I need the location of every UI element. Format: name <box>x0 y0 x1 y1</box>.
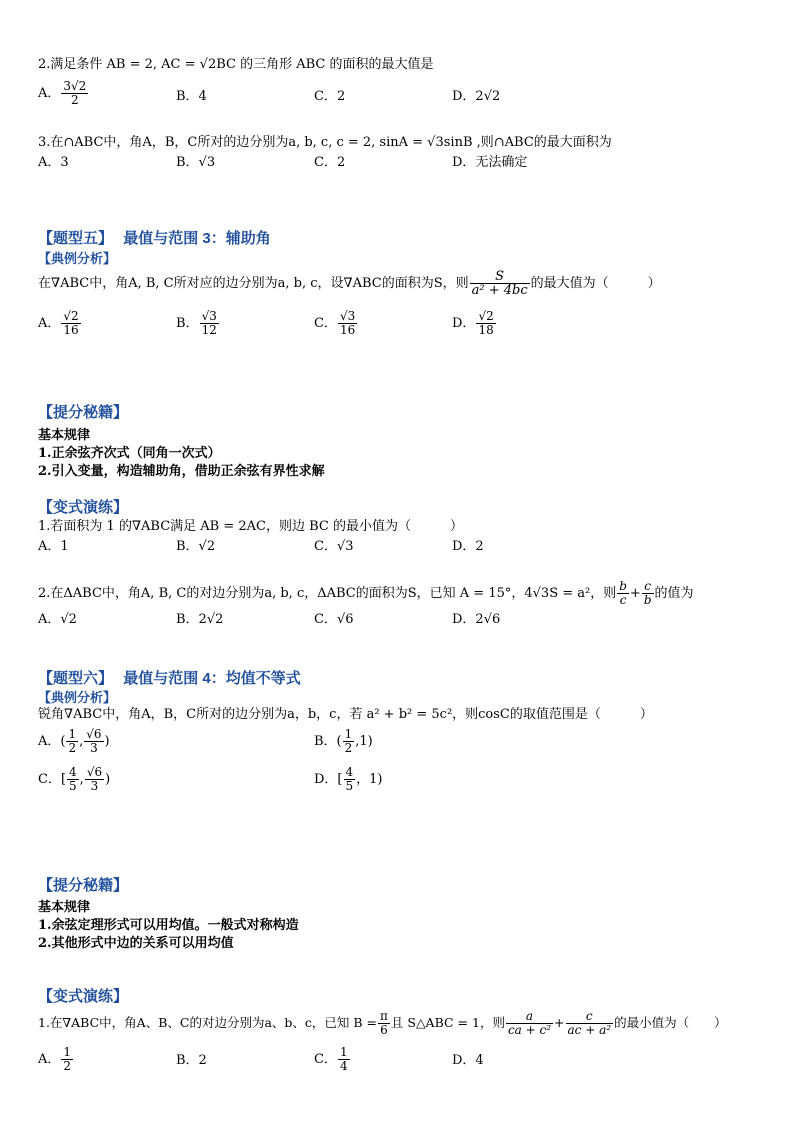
denominator: 5 <box>345 779 354 793</box>
type5-option-a <box>38 310 82 337</box>
numerator: 3√2 <box>63 79 87 93</box>
tips1-rule-title: 基本规律 <box>38 428 91 443</box>
denominator: 2 <box>61 93 88 107</box>
q2-option-b: B．4 <box>176 89 207 104</box>
fraction <box>85 766 104 793</box>
numerator: π <box>380 1009 388 1023</box>
option-close: ,1) <box>355 734 373 749</box>
practice1-tag: 【变式演练】 <box>38 499 129 516</box>
option-label: D．[ <box>314 772 343 787</box>
option-label: B．( <box>314 734 342 749</box>
q3-text: 3.在∩ABC中，角A，B，C所对的边分别为a, b, c, c = 2, sinA = √3sinB ,则∩ABC的最大面积为 <box>38 135 612 150</box>
numerator: √3 <box>339 309 356 323</box>
fraction <box>61 1046 73 1073</box>
fraction <box>67 766 79 793</box>
tips1-rule-1: 1.正余弦齐次式（同角一次式） <box>38 446 221 461</box>
type5-option-c <box>314 310 358 337</box>
numerator: √6 <box>86 765 103 779</box>
practice1-q2-option-d: D．2√6 <box>452 612 501 627</box>
fraction <box>476 310 495 337</box>
denominator: 2 <box>68 741 77 755</box>
fraction <box>506 1010 553 1037</box>
option-label: A． <box>38 1052 61 1067</box>
practice2-option-a <box>38 1046 74 1073</box>
practice1-q1-option-b: B．√2 <box>176 539 216 554</box>
numerator: c <box>585 1009 593 1023</box>
denominator: 12 <box>201 323 217 337</box>
numerator: 1 <box>63 1045 72 1059</box>
fraction <box>343 728 355 755</box>
denominator: b <box>643 593 652 607</box>
question-post: 的最小值为（ ） <box>614 1015 727 1030</box>
option-label: B． <box>176 316 199 331</box>
question-pre: 2.在ΔABC中，角A, B, C的对边分别为a, b, c，ΔABC的面积为S，已知 A = 15°，4√3S = a²，则 <box>38 586 617 601</box>
type6-option-b <box>314 728 373 755</box>
practice1-q1-option-a: A．1 <box>38 539 69 554</box>
denominator: ca + c² <box>507 1023 552 1037</box>
type5-option-b <box>176 310 220 337</box>
option-close: ) <box>105 772 111 787</box>
tips2-rule-title: 基本规律 <box>38 900 91 915</box>
numerator: 1 <box>68 727 77 741</box>
numerator: 4 <box>69 765 77 779</box>
practice1-q1-option-c: C．√3 <box>314 539 354 554</box>
q2-text: 2.满足条件 AB = 2, AC = √2BC 的三角形 ABC 的面积的最大值是 <box>38 57 434 72</box>
denominator: 3 <box>85 779 104 793</box>
fraction <box>617 580 629 607</box>
tips1-tag: 【提分秘籍】 <box>38 404 129 421</box>
denominator: 6 <box>378 1023 390 1037</box>
q3-option-d: D．无法确定 <box>452 155 528 170</box>
option-label: C． <box>314 316 337 331</box>
fraction <box>378 1010 390 1037</box>
type6-option-d <box>314 766 382 793</box>
denominator: 16 <box>339 323 356 337</box>
type5-tag: 【题型五】 <box>38 230 114 247</box>
practice1-q1-option-d: D．2 <box>452 539 484 554</box>
numerator: √3 <box>201 309 217 323</box>
fraction <box>470 270 530 297</box>
question-pre: 在∇ABC中，角A, B, C所对应的边分别为a, b, c，设∇ABC的面积为S，则 <box>38 276 469 291</box>
option-label: A． <box>38 86 61 101</box>
option-label: A．( <box>38 734 66 749</box>
fraction <box>66 728 78 755</box>
numerator: √2 <box>478 309 494 323</box>
practice2-option-b: B．2 <box>176 1053 207 1068</box>
option-close: ，1) <box>356 772 383 787</box>
type5-title: 最值与范围 3：辅助角 <box>123 230 271 247</box>
fraction <box>200 310 219 337</box>
denominator: ac + a² <box>567 1023 612 1037</box>
fraction <box>84 728 103 755</box>
denominator: 5 <box>69 779 77 793</box>
type5-option-d <box>452 310 497 337</box>
denominator: c <box>617 593 629 607</box>
type6-example-tag: 【典例分析】 <box>38 690 117 705</box>
type5-example-tag: 【典例分析】 <box>38 251 117 266</box>
type6-tag: 【题型六】 <box>38 670 114 687</box>
type6-header <box>38 667 301 688</box>
plus-sign: + <box>554 1015 565 1030</box>
practice2-option-d: D．4 <box>452 1053 484 1068</box>
fraction <box>566 1010 614 1037</box>
practice1-q2-option-c: C．√6 <box>314 612 354 627</box>
denominator: 16 <box>63 323 79 337</box>
numerator: b <box>619 579 627 593</box>
practice1-q2-option-a: A．√2 <box>38 612 77 627</box>
option-label: C．[ <box>38 772 67 787</box>
option-label: D． <box>452 316 476 331</box>
numerator: S <box>495 269 505 284</box>
denominator: a² + 4bc <box>471 283 528 298</box>
denominator: 2 <box>63 1059 72 1073</box>
type5-question <box>38 270 661 297</box>
option-close: ) <box>104 734 110 749</box>
q2-option-a <box>38 80 89 107</box>
fraction <box>61 80 88 107</box>
question-post: 的值为 <box>654 586 694 601</box>
plus-sign: + <box>629 586 641 601</box>
numerator: √2 <box>63 309 79 323</box>
type5-header <box>38 227 271 248</box>
numerator: 4 <box>345 765 354 779</box>
practice2-tag: 【变式演练】 <box>38 988 129 1005</box>
tips1-rule-2: 2.引入变量，构造辅助角，借助正余弦有界性求解 <box>38 464 325 479</box>
q3-option-b: B．√3 <box>176 155 216 170</box>
numerator: a <box>525 1009 534 1023</box>
practice2-q1 <box>38 1010 727 1037</box>
q2-option-c: C．2 <box>314 89 346 104</box>
fraction <box>642 580 654 607</box>
question-pre: 1.在∇ABC中，角A、B、C的对边分别为a、b、c，已知 B = <box>38 1015 378 1030</box>
type6-question: 锐角∇ABC中，角A，B，C所对的边分别为a，b，c，若 a² + b² = 5c²，则cosC的取值范围是（ ） <box>38 707 653 722</box>
type6-option-c: C．[ $\frac{4}{5}$ , $\frac{√6}{3}$ ) <box>38 765 111 793</box>
type6-title: 最值与范围 4：均值不等式 <box>123 670 301 687</box>
practice1-q1: 1.若面积为 1 的∇ABC满足 AB = 2AC，则边 BC 的最小值为（ ） <box>38 519 463 534</box>
fraction <box>338 310 357 337</box>
denominator: 18 <box>478 323 494 337</box>
numerator: 1 <box>344 727 353 741</box>
q3-option-a: A．3 <box>38 155 69 170</box>
practice1-q2 <box>38 580 694 607</box>
practice2-option-c <box>314 1046 351 1073</box>
denominator: 3 <box>84 741 103 755</box>
denominator: 2 <box>344 741 353 755</box>
type6-option-a: A．( $\frac{1}{2}$ , $\frac{√6}{3}$ ) <box>38 727 110 755</box>
q2-option-d: D．2√2 <box>452 89 501 104</box>
question-mid: 且 S△ABC = 1，则 <box>390 1015 505 1030</box>
tips2-rule-1: 1.余弦定理形式可以用均值。一般式对称构造 <box>38 918 299 933</box>
option-label: C． <box>314 1052 337 1067</box>
practice1-q2-option-b: B．2√2 <box>176 612 224 627</box>
option-label: A． <box>38 316 61 331</box>
numerator: √6 <box>86 727 102 741</box>
fraction <box>344 766 356 793</box>
tips2-rule-2: 2.其他形式中边的关系可以用均值 <box>38 936 234 951</box>
tips2-tag: 【提分秘籍】 <box>38 877 129 894</box>
fraction <box>338 1046 350 1073</box>
question-post: 的最大值为（ ） <box>530 276 661 291</box>
numerator: c <box>644 579 652 593</box>
q3-option-c: C．2 <box>314 155 346 170</box>
numerator: 1 <box>339 1045 348 1059</box>
fraction <box>61 310 80 337</box>
denominator: 4 <box>339 1059 348 1073</box>
